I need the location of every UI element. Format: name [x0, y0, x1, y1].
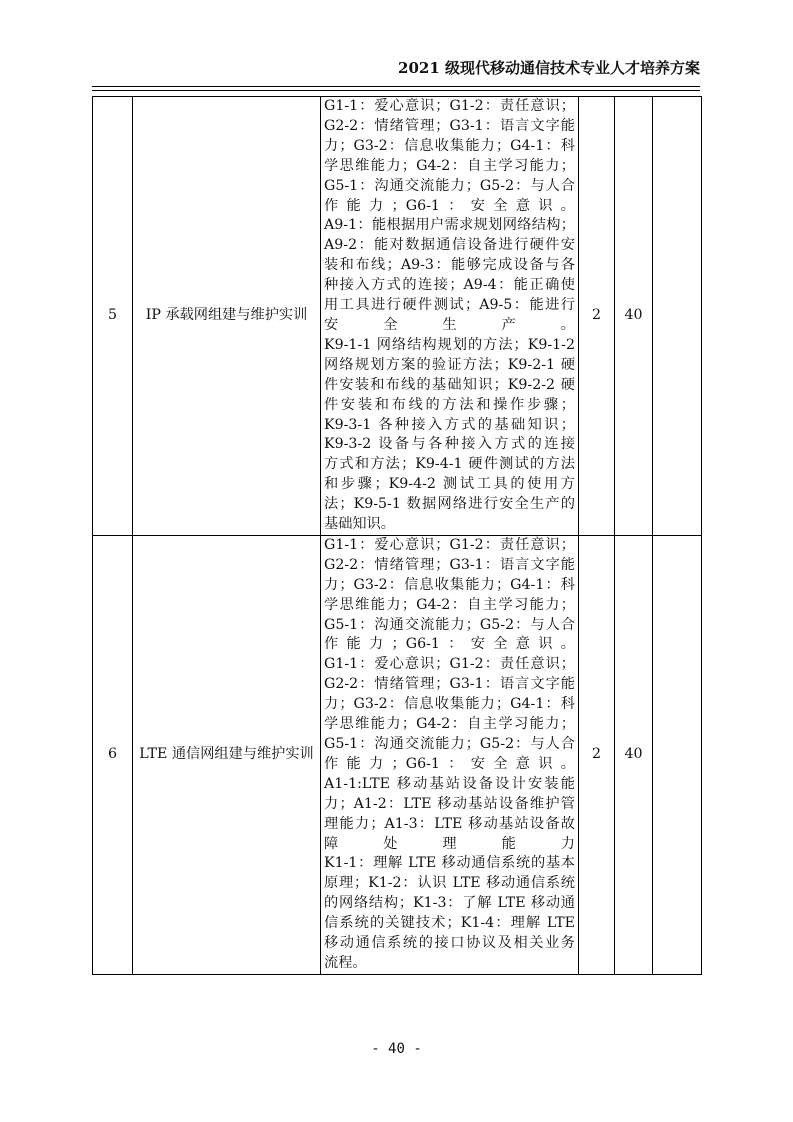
- objective-line: K1-1：理解 LTE 移动通信系统的基本: [324, 855, 575, 872]
- objective-line: 作能力；G6-1：安全意识。: [324, 755, 575, 772]
- credits-cell: 2: [579, 97, 615, 536]
- objective-line: 种接入方式的连接；A9-4：能正确使: [324, 277, 575, 294]
- objective-line: K9-3-1 各种接入方式的基础知识；: [324, 416, 575, 433]
- objective-line: G1-1：爱心意识；G1-2：责任意识；: [324, 656, 575, 673]
- objective-line: 理能力；A1-3：LTE 移动基站设备故: [324, 815, 575, 832]
- row-index-cell: 6: [93, 535, 133, 974]
- objective-line: 流程。: [324, 954, 367, 971]
- objective-line: K9-3-2 设备与各种接入方式的连接: [324, 436, 575, 453]
- row-index-cell: 5: [93, 97, 133, 536]
- objective-line: G1-1：爱心意识；G1-2：责任意识；: [324, 536, 575, 553]
- objective-line: 方式和方法；K9-4-1 硬件测试的方法: [324, 456, 575, 473]
- objective-line: 和步骤；K9-4-2 测试工具的使用方: [324, 476, 575, 493]
- objective-line: 力；A1-2：LTE 移动基站设备维护管: [324, 795, 575, 812]
- objective-line: 的网络结构；K1-3：了解 LTE 移动通: [324, 895, 575, 912]
- objective-line: 力；G3-2：信息收集能力；G4-1：科: [324, 137, 575, 154]
- page-number: - 40 -: [371, 1041, 422, 1057]
- table-row: [93, 535, 702, 974]
- course-objectives-cell: [321, 97, 579, 536]
- objective-line: A1-1:LTE 移动基站设备设计安装能: [324, 775, 575, 792]
- objective-line: 信系统的关键技术；K1-4：理解 LTE: [324, 915, 575, 932]
- objective-line: 学思维能力；G4-2：自主学习能力；: [324, 157, 575, 174]
- objective-line: 基础知识。: [324, 516, 395, 533]
- objective-line: 障处理能力: [324, 835, 575, 852]
- objective-line: 法；K9-5-1 数据网络进行安全生产的: [324, 496, 575, 513]
- note-cell: [653, 535, 702, 974]
- objective-line: 学思维能力；G4-2：自主学习能力；: [324, 596, 575, 613]
- course-table: [92, 96, 702, 975]
- objective-line: A9-1：能根据用户需求规划网络结构；: [324, 217, 575, 234]
- course-name-cell: LTE 通信网组建与维护实训: [133, 535, 321, 974]
- objective-line: 装和布线；A9-3：能够完成设备与各: [324, 257, 575, 274]
- objective-line: G2-2：情绪管理；G3-1：语言文字能: [324, 117, 575, 134]
- objective-line: 力；G3-2：信息收集能力；G4-1：科: [324, 696, 575, 713]
- objective-line: 用工具进行硬件测试；A9-5：能进行: [324, 297, 575, 314]
- objective-line: 力；G3-2：信息收集能力；G4-1：科: [324, 576, 575, 593]
- objective-line: 作能力；G6-1：安全意识。: [324, 636, 575, 653]
- objective-line: G2-2：情绪管理；G3-1：语言文字能: [324, 556, 575, 573]
- objective-line: G5-1：沟通交流能力；G5-2：与人合: [324, 177, 575, 194]
- objective-line: 学思维能力；G4-2：自主学习能力；: [324, 716, 575, 733]
- document-header: [92, 58, 700, 87]
- objective-line: A9-2：能对数据通信设备进行硬件安: [324, 237, 575, 254]
- objective-line: G1-1：爱心意识；G1-2：责任意识；: [324, 98, 575, 114]
- objective-line: 原理；K1-2：认识 LTE 移动通信系统: [324, 875, 575, 892]
- objective-line: 作能力；G6-1：安全意识。: [324, 197, 575, 214]
- hours-cell: 40: [615, 535, 653, 974]
- note-cell: [653, 97, 702, 536]
- objective-line: G5-1：沟通交流能力；G5-2：与人合: [324, 736, 575, 752]
- table-row: [93, 97, 702, 536]
- course-name-cell: IP 承载网组建与维护实训: [133, 97, 321, 536]
- course-objectives-cell: [321, 535, 579, 974]
- objective-line: G2-2：情绪管理；G3-1：语言文字能: [324, 676, 575, 693]
- header-title: 2021 级现代移动通信技术专业人才培养方案: [398, 59, 700, 77]
- objective-line: 件安装和布线的方法和操作步骤；: [324, 396, 575, 413]
- objective-line: 件安装和布线的基础知识；K9-2-2 硬: [324, 376, 575, 393]
- hours-cell: 40: [615, 97, 653, 536]
- credits-cell: 2: [579, 535, 615, 974]
- objective-line: K9-1-1 网络结构规划的方法；K9-1-2: [324, 336, 575, 353]
- objective-line: 移动通信系统的接口协议及相关业务: [324, 935, 575, 952]
- objective-line: 安全生产。: [324, 316, 575, 333]
- objective-line: 网络规划方案的验证方法；K9-2-1 硬: [324, 356, 575, 373]
- objective-line: G5-1：沟通交流能力；G5-2：与人合: [324, 616, 575, 633]
